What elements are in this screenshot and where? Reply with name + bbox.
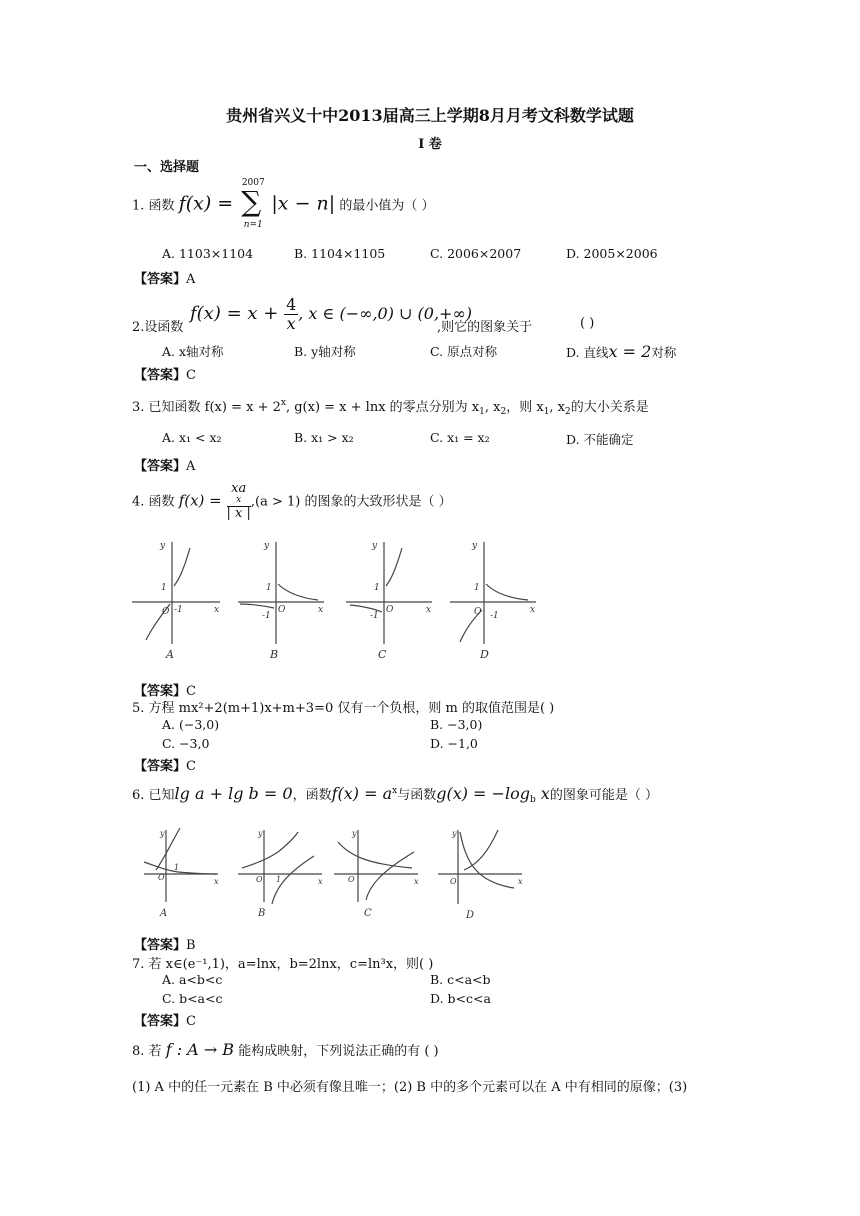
- question-4: 4. 函数 f(x) = xa x | x | ,(a > 1) 的图象的大致形状是（ ）: [132, 481, 452, 522]
- q1-suffix: 的最小值为（ ）: [339, 198, 435, 214]
- svg-text:x: x: [214, 605, 220, 615]
- q1-prefix: 1. 函数: [132, 198, 175, 214]
- q3-option-b: B. x₁ > x₂: [294, 430, 354, 445]
- q4-graphs-figure: [128, 532, 538, 664]
- svg-text:O: O: [158, 873, 165, 882]
- q2-option-a: A. x轴对称: [162, 344, 224, 359]
- svg-text:x: x: [426, 605, 432, 615]
- q6-label-d: D: [466, 910, 475, 921]
- volume-label: I 卷: [418, 137, 442, 152]
- q6-label-b: B: [258, 908, 266, 919]
- q7-answer: 【答案】C: [134, 1014, 196, 1029]
- svg-text:O: O: [386, 605, 394, 615]
- svg-text:1: 1: [374, 583, 380, 593]
- svg-text:O: O: [256, 875, 263, 884]
- sum-symbol: 2007 ∑ n=1: [239, 186, 267, 226]
- q2-option-b: B. y轴对称: [294, 344, 356, 359]
- q3-option-a: A. x₁ < x₂: [162, 430, 222, 445]
- q2-option-d: D. 直线x = 2对称: [566, 342, 677, 361]
- svg-text:y: y: [352, 829, 357, 838]
- q7-option-c: C. b<a<c: [162, 991, 223, 1006]
- svg-text:O: O: [474, 607, 482, 617]
- question-6: 6. 已知lg a + lg b = 0，函数$f(x) = a^x$与函数$g(x) = -\log_b$ x的图象可能是（ ）: [132, 784, 658, 805]
- svg-text:x: x: [318, 605, 324, 615]
- q6-graphs-figure: [138, 822, 538, 922]
- svg-text:-1: -1: [370, 611, 379, 621]
- q2-paren: ( ): [580, 316, 595, 331]
- sum-upper: 2007: [241, 178, 265, 188]
- question-8: 8. 若 f : A → B 能构成映射，下列说法正确的有 ( ): [132, 1040, 439, 1059]
- q4-answer: 【答案】C: [134, 684, 196, 699]
- svg-text:x: x: [214, 877, 219, 886]
- q2-suffix: ,则它的图象关于: [437, 320, 533, 335]
- question-8-line-2: (1) A 中的任一元素在 B 中必须有像且唯一；(2) B 中的多个元素可以在 A 中有相同的原像；(3): [132, 1080, 688, 1095]
- q4-label-c: C: [378, 648, 387, 661]
- q6-label-c: C: [364, 908, 372, 919]
- q5-option-b: B. −3,0): [430, 717, 483, 732]
- svg-text:O: O: [162, 607, 170, 617]
- svg-text:O: O: [348, 875, 355, 884]
- q2-answer: 【答案】C: [134, 368, 196, 383]
- question-7: 7. 若 x∈(e⁻¹,1)，a=lnx，b=2lnx，c=ln³x，则( ): [132, 957, 434, 972]
- q3-answer: 【答案】A: [134, 459, 196, 474]
- q4-label-d: D: [480, 648, 489, 661]
- q7-option-d: D. b<c<a: [430, 991, 491, 1006]
- svg-text:y: y: [472, 541, 478, 551]
- svg-text:x: x: [318, 877, 323, 886]
- question-3: 3. 已知函数 $f(x) = x + 2^x$, g(x) = x + lnx 的零点分别为 $x_1$, $x_2$，则 $x_1$, $x_2$的大小关系是: [132, 398, 649, 417]
- q6-label-a: A: [160, 908, 168, 919]
- q3-option-c: C. x₁ = x₂: [430, 430, 490, 445]
- sum-lower: n=1: [243, 220, 263, 230]
- q3-option-d: D. 不能确定: [566, 432, 634, 447]
- q4-label-b: B: [270, 648, 279, 661]
- section-heading: 一、选择题: [134, 160, 200, 175]
- svg-text:-1: -1: [262, 611, 271, 621]
- q2-formula: f(x) = x + $\frac{4}{x}$ , x ∈ (−∞,0) ∪ (0,+∞): [190, 295, 473, 333]
- svg-text:y: y: [452, 829, 457, 838]
- q1-answer: 【答案】A: [134, 272, 196, 287]
- svg-text:1: 1: [161, 583, 167, 593]
- page-title: 贵州省兴义十中2013届高三上学期8月月考文科数学试题: [226, 106, 634, 125]
- q7-option-a: A. a<b<c: [162, 972, 223, 987]
- svg-text:1: 1: [266, 583, 272, 593]
- q4-label-a: A: [166, 648, 174, 661]
- q1-option-d: D. 2005×2006: [566, 246, 658, 261]
- svg-text:-1: -1: [174, 605, 183, 615]
- svg-text:y: y: [264, 541, 270, 551]
- question-1: 1. 函数 f(x) = 2007 ∑ n=1 |x − n| 的最小值为（ ）: [132, 178, 435, 230]
- q1-option-b: B. 1104×1105: [294, 246, 386, 261]
- svg-text:y: y: [372, 541, 378, 551]
- svg-text:1: 1: [276, 875, 282, 884]
- question-5: 5. 方程 mx²+2(m+1)x+m+3=0 仅有一个负根，则 m 的取值范围是( ): [132, 701, 555, 716]
- svg-text:1: 1: [474, 583, 480, 593]
- svg-text:x: x: [414, 877, 419, 886]
- q1-option-c: C. 2006×2007: [430, 246, 522, 261]
- q1-option-a: A. 1103×1104: [162, 246, 254, 261]
- q1-formula: f(x) =: [178, 192, 240, 215]
- svg-text:1: 1: [174, 863, 180, 872]
- q5-option-d: D. −1,0: [430, 736, 478, 751]
- svg-text:O: O: [278, 605, 286, 615]
- q7-option-b: B. c<a<b: [430, 972, 491, 987]
- q2-option-c: C. 原点对称: [430, 344, 498, 359]
- svg-text:x: x: [530, 605, 536, 615]
- svg-text:O: O: [450, 877, 457, 886]
- q5-option-a: A. (−3,0): [162, 717, 220, 732]
- svg-text:y: y: [160, 829, 165, 838]
- q5-answer: 【答案】C: [134, 759, 196, 774]
- q2-prefix: 2.设函数: [132, 320, 184, 335]
- q6-answer: 【答案】B: [134, 938, 196, 953]
- svg-text:y: y: [160, 541, 166, 551]
- svg-text:x: x: [518, 877, 523, 886]
- q5-option-c: C. −3,0: [162, 736, 210, 751]
- svg-text:-1: -1: [490, 611, 499, 621]
- svg-text:y: y: [258, 829, 263, 838]
